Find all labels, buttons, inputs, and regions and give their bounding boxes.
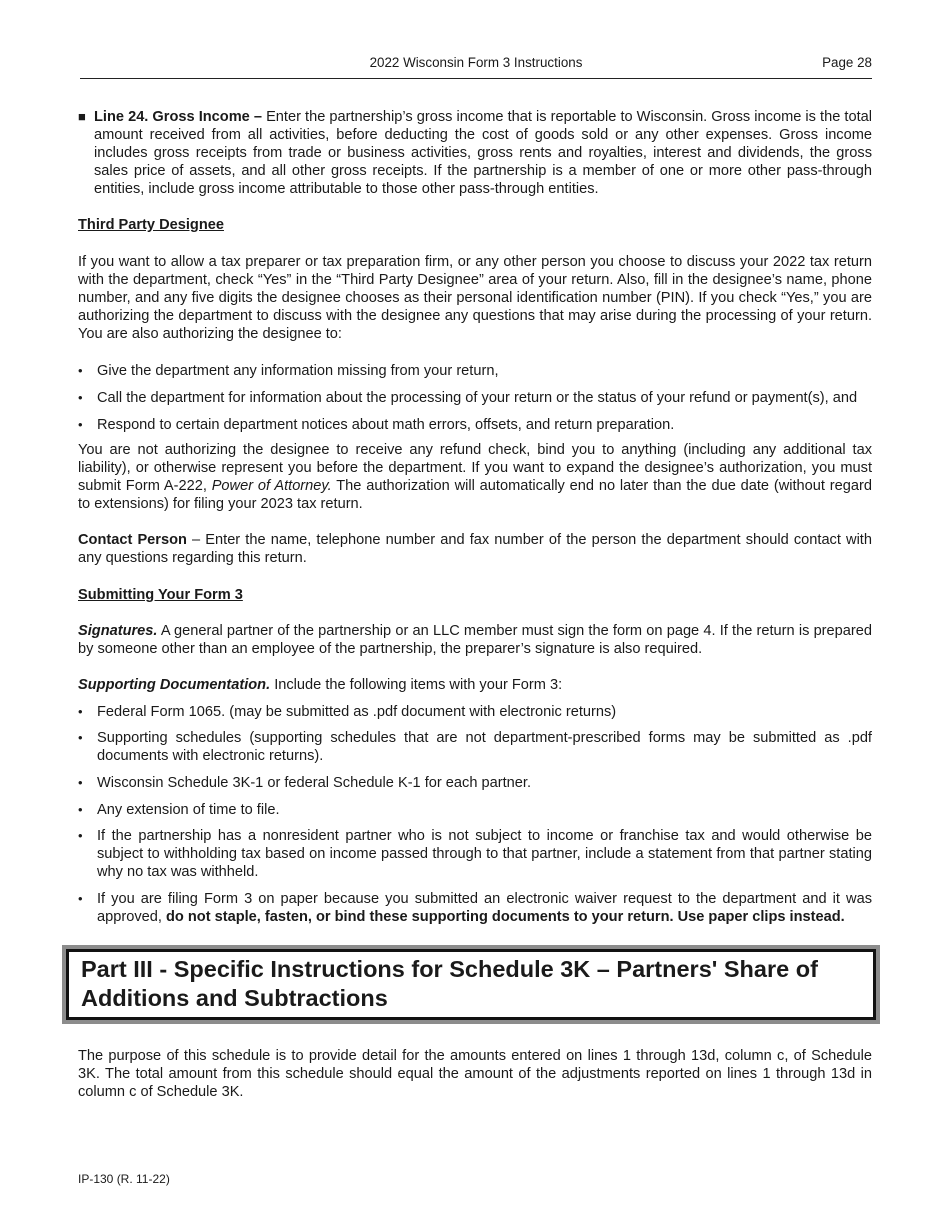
list-item: • Call the department for information about the processing of your return or the status of your refund or payment(s), and	[78, 390, 858, 406]
list-item: • If the partnership has a nonresident partner who is not subject to income or franchise tax and would otherwise be subject to withholding tax based on income passed through to that partner, include a statement from that partner stating why no tax was withheld.	[78, 828, 872, 880]
bullet-icon: •	[78, 891, 83, 906]
submitting-heading: Submitting Your Form 3	[78, 587, 243, 603]
bullet-icon: •	[78, 730, 83, 745]
third-party-heading: Third Party Designee	[78, 217, 224, 233]
supporting-docs-label: Supporting Documentation.	[78, 677, 271, 693]
page-number: Page 28	[822, 55, 872, 70]
paper-clip-warning: do not staple, fasten, or bind these supporting documents to your return. Use paper clips instead.	[165, 909, 845, 925]
line24-section	[78, 108, 872, 198]
list-item: • Give the department any information missing from your return,	[78, 363, 499, 379]
line24-label: Line 24. Gross Income –	[94, 109, 262, 125]
bullet-icon: •	[78, 802, 83, 817]
bullet-icon: •	[78, 363, 83, 378]
bullet-icon: •	[78, 390, 83, 405]
supporting-docs-paragraph: Supporting Documentation. Include the following items with your Form 3:	[78, 677, 563, 693]
line24-body: Enter the partnership’s gross income that is reportable to Wisconsin. Gross income is the total amount received from all activities, before deducting the cost of goods sold or any other expenses. Gross income includes gross receipts from trade or business activities, gross rents and royalties, interest and dividends, the gross sales price of assets, and all other gross receipts. If the partnership is a member of one or more other pass-through entities, include gross income attributable to those other pass-through entities.	[94, 109, 872, 197]
line24-text	[94, 108, 872, 198]
bullet-icon: •	[78, 775, 83, 790]
part3-description: The purpose of this schedule is to provide detail for the amounts entered on lines 1 through 13d, column c, of Schedule 3K. The total amount from this schedule should equal the amount of the adjustments reported on lines 1 through 13d in column c of Schedule 3K.	[78, 1048, 872, 1100]
page-content	[78, 108, 872, 1101]
part3-title: Part III - Specific Instructions for Schedule 3K – Partners' Share of Additions and Subtractions	[81, 956, 818, 1011]
supporting-docs-list	[78, 703, 872, 926]
bullet-icon: •	[78, 417, 83, 432]
list-item: • Respond to certain department notices about math errors, offsets, and return preparation.	[78, 417, 675, 433]
contact-person-label: Contact Person	[78, 532, 187, 548]
power-of-attorney-title: Power of Attorney.	[211, 478, 332, 494]
bullet-icon: •	[78, 828, 83, 843]
third-party-closing: You are not authorizing the designee to receive any refund check, bind you to anything (including any additional tax liability), or otherwise represent you before the department. If you want to expand the designee’s authorization, you must submit Form A-222, Power of Attorney. The authorization will automatically end no later than the due date (without regard to extensions) for filing your 2023 tax return.	[78, 442, 872, 512]
list-item: • If you are filing Form 3 on paper because you submitted an electronic waiver request to the department and it was approved, do not staple, fasten, or bind these supporting documents to your return. Use paper clips instead.	[78, 891, 872, 925]
list-item: • Any extension of time to file.	[78, 802, 280, 818]
signatures-label: Signatures.	[78, 623, 158, 639]
contact-person-paragraph: Contact Person – Enter the name, telephone number and fax number of the person the department should contact with any questions regarding this return.	[78, 532, 872, 566]
bullet-icon: •	[78, 704, 83, 719]
designee-bullet-list	[78, 362, 872, 434]
form-code-footer: IP-130 (R. 11-22)	[78, 1172, 170, 1186]
list-item: • Supporting schedules (supporting schedules that are not department-prescribed forms may be submitted as .pdf documents with electronic returns).	[78, 730, 872, 764]
part3-title-box	[62, 945, 880, 1024]
list-item: • Wisconsin Schedule 3K-1 or federal Schedule K-1 for each partner.	[78, 775, 531, 791]
page-header	[80, 54, 872, 79]
list-item: • Federal Form 1065. (may be submitted as .pdf document with electronic returns)	[78, 704, 617, 720]
document-title: 2022 Wisconsin Form 3 Instructions	[369, 55, 583, 70]
third-party-intro: If you want to allow a tax preparer or tax preparation firm, or any other person you choose to discuss your 2022 tax return with the department, check “Yes” in the “Third Party Designee” area of your return. Also, fill in the designee’s name, phone number, and any five digits the designee chooses as their personal identification number (PIN). If you check “Yes,” you are authorizing the department to discuss with the designee any questions that may arise during the processing of your return. You are also authorizing the designee to:	[78, 254, 872, 342]
square-bullet-icon: ■	[78, 109, 86, 124]
signatures-paragraph: Signatures. A general partner of the partnership or an LLC member must sign the form on page 4. If the return is prepared by someone other than an employee of the partnership, the preparer’s signature is also required.	[78, 623, 872, 657]
